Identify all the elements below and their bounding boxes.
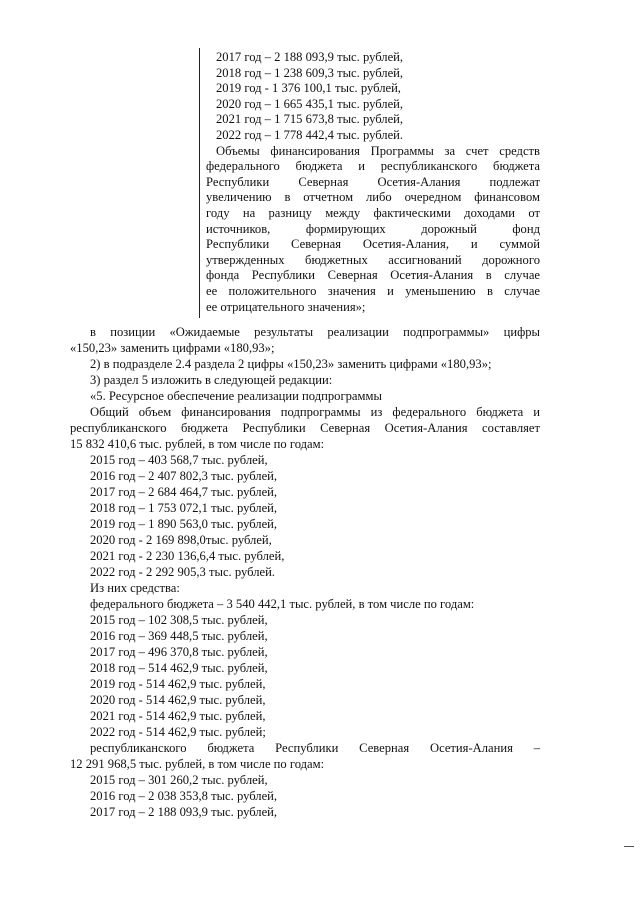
paragraph-line: Объемы финансирования Программы за счет средств: [216, 143, 540, 158]
year-line: 2022 год – 1 778 442,4 тыс. рублей.: [216, 127, 404, 142]
year-line: 2015 год – 102 308,5 тыс. рублей,: [90, 613, 268, 627]
paragraph-line: федерального бюджета и республиканского бюджета: [206, 159, 540, 174]
paragraph-line: республиканского бюджета Республики Северная Осетия-Алания составляет: [70, 421, 540, 435]
year-line: 2018 год – 514 462,9 тыс. рублей,: [90, 661, 268, 675]
year-line: 2015 год – 301 260,2 тыс. рублей,: [90, 773, 268, 787]
year-line: 2017 год – 2 188 093,9 тыс. рублей,: [216, 50, 404, 64]
paragraph-line: увеличению в отчетном либо очередном финансовом: [206, 190, 540, 205]
year-line: 2022 год - 2 292 905,3 тыс. рублей.: [90, 565, 275, 579]
year-line: 2016 год – 2 407 802,3 тыс. рублей,: [90, 469, 278, 483]
paragraph-line: ее отрицательного значения»;: [206, 299, 366, 314]
year-line: 2020 год - 514 462,9 тыс. рублей,: [90, 693, 266, 707]
paragraph-line: ее положительного значения и уменьшению в случае: [206, 283, 540, 298]
paragraph-line: 15 832 410,6 тыс. рублей, в том числе по годам:: [70, 437, 325, 451]
paragraph-line: Республики Северная Осетия-Алания подлежат: [206, 174, 540, 189]
paragraph-line: источников, формирующих дорожный фонд: [206, 221, 540, 236]
year-line: 2016 год – 369 448,5 тыс. рублей,: [90, 629, 268, 643]
margin-mark: [624, 846, 634, 847]
year-line: 2018 год – 1 753 072,1 тыс. рублей,: [90, 501, 278, 515]
year-line: 2017 год – 2 188 093,9 тыс. рублей,: [90, 805, 278, 819]
year-line: 2021 год - 2 230 136,6,4 тыс. рублей,: [90, 549, 285, 563]
section-title: «5. Ресурсное обеспечение реализации подпрограммы: [90, 389, 382, 403]
list-item: 3) раздел 5 изложить в следующей редакции:: [90, 373, 333, 387]
paragraph-line: Общий объем финансирования подпрограммы из федерального бюджета и: [90, 405, 540, 419]
year-line: 2021 год – 1 715 673,8 тыс. рублей,: [216, 112, 404, 127]
year-line: 2016 год – 2 038 353,8 тыс. рублей,: [90, 789, 278, 803]
year-line: 2022 год - 514 462,9 тыс. рублей;: [90, 725, 266, 739]
year-line: 2017 год – 2 684 464,7 тыс. рублей,: [90, 485, 278, 499]
year-line: 2017 год – 496 370,8 тыс. рублей,: [90, 645, 268, 659]
table-cell-financing: [206, 50, 540, 315]
paragraph-line: Из них средства:: [90, 581, 180, 595]
paragraph-line: республиканского бюджета Республики Северная Осетия-Алания –: [90, 741, 540, 755]
table-border: [199, 48, 200, 318]
document-body: [70, 324, 540, 820]
paragraph-line: фонда Республики Северная Осетия-Алания в случае: [206, 268, 540, 283]
paragraph-line: году на разницу между фактическими доходами от: [206, 205, 540, 220]
paragraph-line: утвержденных бюджетных ассигнований дорожного: [206, 252, 540, 267]
year-line: 2015 год – 403 568,7 тыс. рублей,: [90, 453, 268, 467]
paragraph-line: федерального бюджета – 3 540 442,1 тыс. рублей, в том числе по годам:: [90, 597, 475, 611]
year-line: 2019 год - 1 376 100,1 тыс. рублей,: [216, 81, 401, 96]
paragraph-line: Республики Северная Осетия-Алания, и суммой: [206, 237, 540, 252]
year-line: 2021 год - 514 462,9 тыс. рублей,: [90, 709, 266, 723]
year-line: 2020 год - 2 169 898,0тыс. рублей,: [90, 533, 272, 547]
list-item: 2) в подразделе 2.4 раздела 2 цифры «150,23» заменить цифрами «180,93»;: [90, 357, 492, 371]
year-line: 2018 год – 1 238 609,3 тыс. рублей,: [216, 65, 404, 80]
year-line: 2020 год – 1 665 435,1 тыс. рублей,: [216, 96, 404, 111]
paragraph-line: «150,23» заменить цифрами «180,93»;: [70, 341, 275, 355]
year-line: 2019 год - 514 462,9 тыс. рублей,: [90, 677, 266, 691]
paragraph-line: 12 291 968,5 тыс. рублей, в том числе по годам:: [70, 757, 325, 771]
year-line: 2019 год – 1 890 563,0 тыс. рублей,: [90, 517, 278, 531]
paragraph-line: в позиции «Ожидаемые результаты реализации подпрограммы» цифры: [90, 325, 540, 339]
